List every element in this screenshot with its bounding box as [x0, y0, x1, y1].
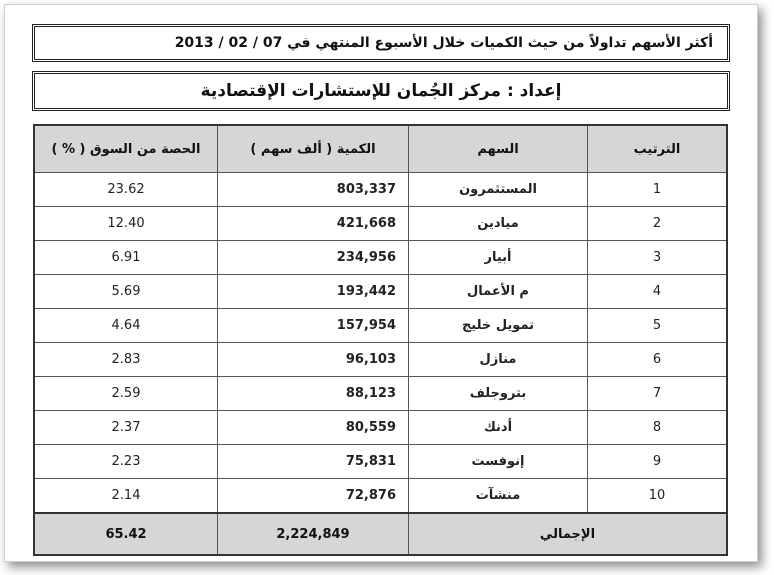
share-cell: 2.37: [34, 411, 218, 445]
quantity-cell: 803,337: [218, 173, 409, 207]
table-row: [34, 411, 727, 445]
table-row: [34, 309, 727, 343]
rank-cell: 9: [588, 445, 728, 479]
header-quantity: الكمية ( ألف سهم ): [218, 125, 409, 173]
prepared-by-label: إعداد : مركز الجُمان للإستشارات الإقتصادية: [200, 81, 562, 101]
total-quantity: 2,224,849: [218, 513, 409, 555]
stock-name-cell: م الأعمال: [409, 275, 588, 309]
stock-name-cell: بتروجلف: [409, 377, 588, 411]
rank-cell: 10: [588, 479, 728, 514]
share-cell: 6.91: [34, 241, 218, 275]
table-row: [34, 275, 727, 309]
quantity-cell: 234,956: [218, 241, 409, 275]
report-title: أكثر الأسهم تداولاً من حيث الكميات خلال الأسبوع المنتهي في 07 / 02 / 2013: [174, 35, 713, 51]
header-rank: الترتيب: [588, 125, 728, 173]
quantity-cell: 421,668: [218, 207, 409, 241]
quantity-cell: 96,103: [218, 343, 409, 377]
share-cell: 23.62: [34, 173, 218, 207]
stock-name-cell: منشآت: [409, 479, 588, 514]
share-cell: 2.59: [34, 377, 218, 411]
quantity-cell: 80,559: [218, 411, 409, 445]
table-row: [34, 479, 727, 514]
share-cell: 5.69: [34, 275, 218, 309]
quantity-cell: 72,876: [218, 479, 409, 514]
stock-name-cell: المستثمرون: [409, 173, 588, 207]
rank-cell: 2: [588, 207, 728, 241]
rank-cell: 5: [588, 309, 728, 343]
rank-cell: 4: [588, 275, 728, 309]
stock-name-cell: أدنك: [409, 411, 588, 445]
share-cell: 12.40: [34, 207, 218, 241]
prepared-by-box: [32, 71, 730, 111]
most-traded-table: [33, 124, 728, 556]
table-row: [34, 377, 727, 411]
report-title-box: [32, 24, 730, 62]
stock-name-cell: تمويل خليج: [409, 309, 588, 343]
share-cell: 2.23: [34, 445, 218, 479]
header-share: الحصة من السوق ( % ): [34, 125, 218, 173]
table-row: [34, 343, 727, 377]
rank-cell: 7: [588, 377, 728, 411]
table-row: [34, 241, 727, 275]
quantity-cell: 157,954: [218, 309, 409, 343]
table-row: [34, 207, 727, 241]
total-label: الإجمالي: [409, 513, 728, 555]
stock-name-cell: ميادين: [409, 207, 588, 241]
share-cell: 2.14: [34, 479, 218, 514]
table-header-row: [34, 125, 727, 173]
rank-cell: 1: [588, 173, 728, 207]
header-stock: السهم: [409, 125, 588, 173]
table-total-row: [34, 513, 727, 555]
share-cell: 2.83: [34, 343, 218, 377]
table-row: [34, 445, 727, 479]
total-share: 65.42: [34, 513, 218, 555]
rank-cell: 6: [588, 343, 728, 377]
rank-cell: 8: [588, 411, 728, 445]
stock-name-cell: منازل: [409, 343, 588, 377]
stock-name-cell: أبيار: [409, 241, 588, 275]
quantity-cell: 75,831: [218, 445, 409, 479]
share-cell: 4.64: [34, 309, 218, 343]
stock-name-cell: إنوفست: [409, 445, 588, 479]
quantity-cell: 193,442: [218, 275, 409, 309]
rank-cell: 3: [588, 241, 728, 275]
quantity-cell: 88,123: [218, 377, 409, 411]
table-row: [34, 173, 727, 207]
